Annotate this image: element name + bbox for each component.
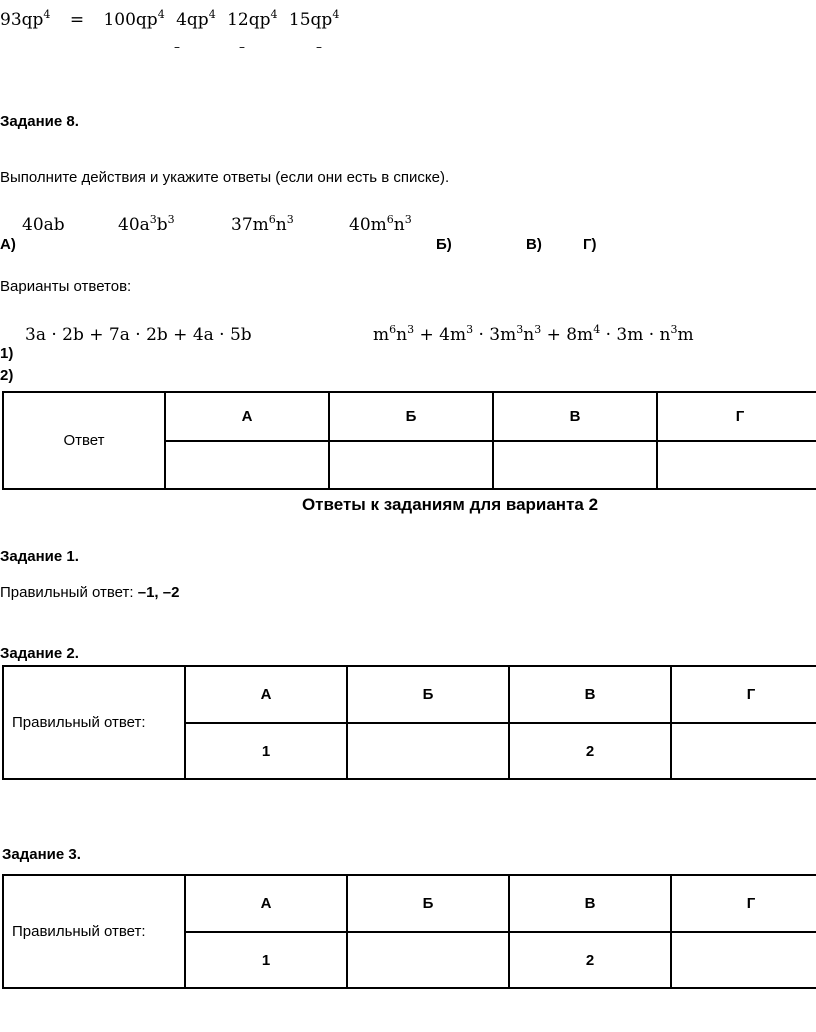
task1-heading: Задание 1.: [0, 548, 79, 565]
task2-header-a: А: [185, 666, 347, 723]
task3-row-label: Правильный ответ:: [3, 875, 185, 988]
task2-answer-table: [2, 665, 816, 780]
task2-header-c: В: [509, 666, 671, 723]
task2-heading: Задание 2.: [0, 645, 79, 662]
task3-answer-table: [2, 874, 816, 989]
option-b-label: Б): [436, 236, 452, 253]
variant-1-label: 1): [0, 345, 14, 362]
expr-dash-2: –: [239, 40, 245, 54]
task2-header-d: Г: [671, 666, 816, 723]
task3-header-c: В: [509, 875, 671, 932]
task8-instruction: Выполните действия и укажите ответы (если они есть в списке).: [0, 169, 450, 186]
task8-header-a: А: [165, 392, 329, 441]
task3-cell-c: 2: [509, 932, 671, 988]
task3-cell-b: [347, 932, 509, 988]
expr-term-2: $4qp^4$: [176, 8, 216, 30]
task2-cell-b: [347, 723, 509, 779]
option-c-expr: $37m^6n^3$: [231, 213, 294, 235]
task3-header-a: А: [185, 875, 347, 932]
task8-cell-b: [329, 441, 493, 489]
expr-term-1: $100qp^4$: [103, 8, 165, 30]
expr-dash-3: –: [316, 40, 322, 54]
task2-cell-a: 1: [185, 723, 347, 779]
expr-dash-1: –: [174, 40, 180, 54]
option-b-expr: $40a^3b^3$: [118, 213, 175, 235]
task8-cell-a: [165, 441, 329, 489]
task8-cell-d: [657, 441, 816, 489]
task2-row-label: Правильный ответ:: [3, 666, 185, 779]
task3-heading: Задание 3.: [2, 846, 81, 863]
task8-header-d: Г: [657, 392, 816, 441]
task8-header-b: Б: [329, 392, 493, 441]
option-d-expr: $40m^6n^3$: [349, 213, 412, 235]
option-a-expr: 40ab: [22, 215, 65, 235]
expr-term-3: $12qp^4$: [227, 8, 278, 30]
task8-cell-c: [493, 441, 657, 489]
task3-header-d: Г: [671, 875, 816, 932]
expr-equals: =: [69, 10, 85, 30]
expr-term-4: $15qp^4$: [288, 8, 340, 30]
task3-cell-d: [671, 932, 816, 988]
task2-cell-d: [671, 723, 816, 779]
expr-term-main: $93qp^4$: [0, 8, 51, 30]
task8-heading: Задание 8.: [0, 113, 79, 130]
task3-header-b: Б: [347, 875, 509, 932]
task2-header-b: Б: [347, 666, 509, 723]
task8-row-label: Ответ: [3, 392, 165, 489]
option-a-label: А): [0, 236, 16, 253]
variants-title: Варианты ответов:: [0, 278, 132, 295]
answers-title: Ответы к заданиям для варианта 2: [301, 495, 599, 514]
option-d-label: Г): [583, 236, 597, 253]
task8-header-c: В: [493, 392, 657, 441]
top-expression: [0, 10, 339, 30]
variant-1-expr: 3a · 2b + 7a · 2b + 4a · 5b: [25, 325, 252, 345]
variant-2-expr: $m^6n^3 + 4m^3 \cdot 3m^3n^3 + 8m^4 \cdot 3m \cdot n^3m$: [373, 323, 694, 345]
variant-2-label: 2): [0, 367, 14, 384]
task1-answer: Правильный ответ: –1, –2: [0, 584, 180, 601]
task8-answer-table: [2, 391, 816, 490]
task2-cell-c: 2: [509, 723, 671, 779]
option-c-label: В): [526, 236, 542, 253]
task3-cell-a: 1: [185, 932, 347, 988]
